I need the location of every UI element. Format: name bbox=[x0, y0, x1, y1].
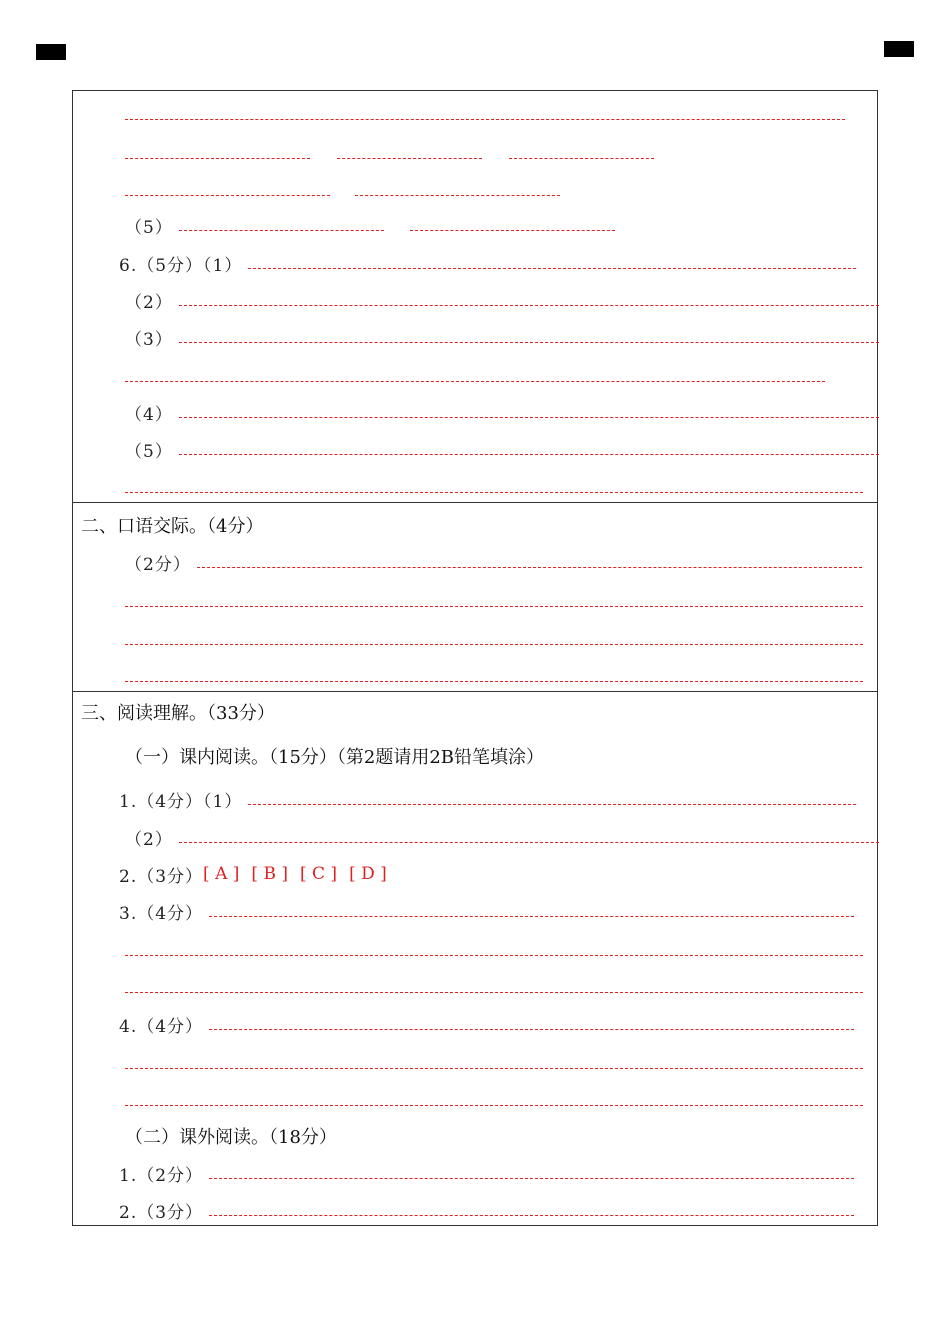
part1-q4-label: 4.（4分） bbox=[119, 1016, 204, 1037]
answer-line[interactable] bbox=[248, 804, 856, 805]
answer-line[interactable] bbox=[125, 1105, 863, 1106]
answer-line[interactable] bbox=[209, 916, 854, 917]
part1-q1-label: 1.（4分）（1） bbox=[119, 791, 243, 812]
answer-line[interactable] bbox=[179, 842, 879, 843]
choice-option-c[interactable]: [ C ] bbox=[299, 864, 338, 884]
part1-q1-sub2-label: （2） bbox=[125, 829, 173, 850]
answer-line[interactable] bbox=[125, 119, 845, 120]
section-divider bbox=[73, 502, 877, 503]
answer-line[interactable] bbox=[179, 230, 384, 231]
answer-line[interactable] bbox=[179, 417, 879, 418]
answer-line[interactable] bbox=[125, 1068, 863, 1069]
answer-line[interactable] bbox=[125, 381, 825, 382]
choice-option-a[interactable]: [ A ] bbox=[203, 864, 240, 884]
answer-line[interactable] bbox=[337, 158, 482, 159]
part2-q1-label: 1.（2分） bbox=[119, 1165, 204, 1186]
answer-line[interactable] bbox=[125, 195, 330, 196]
q6-sub3-label: （3） bbox=[125, 329, 173, 350]
answer-line[interactable] bbox=[410, 230, 615, 231]
item-5-label: （5） bbox=[125, 217, 173, 238]
answer-line[interactable] bbox=[197, 567, 862, 568]
section-3-heading: 三、阅读理解。（33分） bbox=[81, 703, 275, 724]
q6-sub5-label: （5） bbox=[125, 441, 173, 462]
section-2-question-label: （2分） bbox=[125, 554, 191, 575]
answer-line[interactable] bbox=[125, 681, 863, 682]
part-1-heading: （一）课内阅读。（15分）（第2题请用2B铅笔填涂） bbox=[125, 747, 545, 768]
answer-line[interactable] bbox=[209, 1215, 854, 1216]
answer-line[interactable] bbox=[125, 955, 863, 956]
answer-line[interactable] bbox=[125, 644, 863, 645]
section-divider bbox=[73, 691, 877, 692]
answer-sheet-frame bbox=[72, 90, 878, 1226]
alignment-marker-left bbox=[36, 44, 66, 60]
answer-line[interactable] bbox=[125, 606, 863, 607]
answer-line[interactable] bbox=[209, 1178, 854, 1179]
answer-line[interactable] bbox=[179, 342, 879, 343]
answer-line[interactable] bbox=[355, 195, 560, 196]
answer-line[interactable] bbox=[179, 454, 879, 455]
answer-line[interactable] bbox=[125, 992, 863, 993]
answer-line[interactable] bbox=[509, 158, 654, 159]
section-2-heading: 二、口语交际。（4分） bbox=[81, 516, 264, 537]
choice-option-b[interactable]: [ B ] bbox=[251, 864, 288, 884]
answer-line[interactable] bbox=[125, 492, 863, 493]
answer-line[interactable] bbox=[248, 268, 856, 269]
q6-sub2-label: （2） bbox=[125, 292, 173, 313]
answer-line[interactable] bbox=[125, 158, 310, 159]
part1-q2-label: 2.（3分） bbox=[119, 866, 204, 887]
part2-q2-label: 2.（3分） bbox=[119, 1202, 204, 1223]
question-6-label: 6.（5分）（1） bbox=[119, 255, 243, 276]
answer-line[interactable] bbox=[179, 305, 879, 306]
choice-option-d[interactable]: [ D ] bbox=[349, 864, 387, 884]
q6-sub4-label: （4） bbox=[125, 404, 173, 425]
answer-line[interactable] bbox=[209, 1029, 854, 1030]
part1-q3-label: 3.（4分） bbox=[119, 903, 204, 924]
part-2-heading: （二）课外阅读。（18分） bbox=[125, 1127, 337, 1148]
alignment-marker-right bbox=[884, 41, 914, 57]
